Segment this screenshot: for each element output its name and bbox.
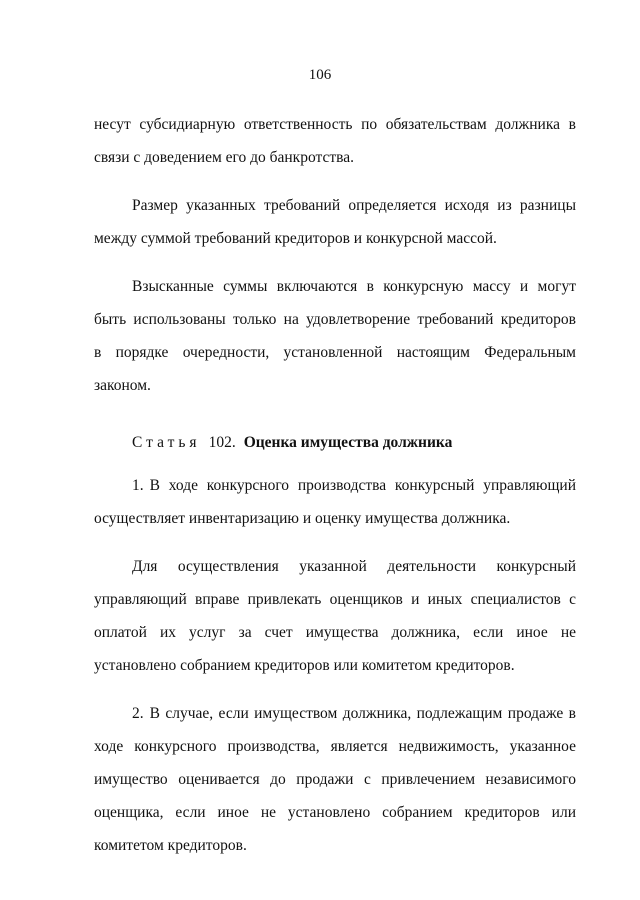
text-line-content: В ходе конкурсного производства конкурсный управляющий [149, 477, 576, 494]
text-line: установлено собранием кредиторов или комитетом кредиторов. [94, 657, 515, 674]
text-line: связи с доведением его до банкротства. [94, 149, 354, 166]
article-heading [94, 426, 576, 459]
text-line: управляющий вправе привлекать оценщиков и иных специалистов с [94, 591, 576, 608]
text-line: несут субсидиарную ответственность по обязательствам должника в [94, 116, 576, 133]
text-line: между суммой требований кредиторов и конкурсной массой. [94, 230, 497, 247]
paragraph [94, 697, 576, 862]
text-line: комитетом кредиторов. [94, 837, 247, 854]
text-line: оценщика, если иное не установлено собранием кредиторов или [94, 804, 576, 821]
text-line: ходе конкурсного производства, является недвижимость, указанное [94, 738, 576, 755]
text-line: Для осуществления указанной деятельности конкурсный [132, 558, 576, 575]
text-line: оплатой их услуг за счет имущества должника, если иное не [94, 624, 576, 641]
text-line: законом. [94, 377, 151, 394]
paragraph [94, 469, 576, 535]
paragraph-number: 1. [132, 477, 144, 494]
text-line: Взысканные суммы включаются в конкурсную массу и могут [132, 278, 576, 295]
text-line: быть использованы только на удовлетворение требований кредиторов [94, 311, 576, 328]
text-line: в порядке очередности, установленной настоящим Федеральным [94, 344, 576, 361]
article-title: Оценка имущества должника [243, 434, 453, 451]
body-text [94, 108, 576, 862]
text-line: имущество оценивается до продажи с привлечением независимого [94, 771, 576, 788]
paragraph [94, 550, 576, 682]
text-line: осуществляет инвентаризацию и оценку имущества должника. [94, 510, 511, 527]
paragraph-continuation [94, 108, 576, 174]
article-number: 102. [208, 434, 236, 451]
page-number: 106 [308, 67, 332, 83]
paragraph [94, 270, 576, 402]
text-line: Размер указанных требований определяется исходя из разницы [132, 197, 576, 214]
paragraph [94, 189, 576, 255]
text-line [94, 469, 576, 502]
article-word: Статья [132, 434, 201, 451]
paragraph-number: 2. [132, 705, 144, 722]
text-line-content: В случае, если имуществом должника, подлежащим продаже в [149, 705, 576, 722]
text-line [94, 697, 576, 730]
